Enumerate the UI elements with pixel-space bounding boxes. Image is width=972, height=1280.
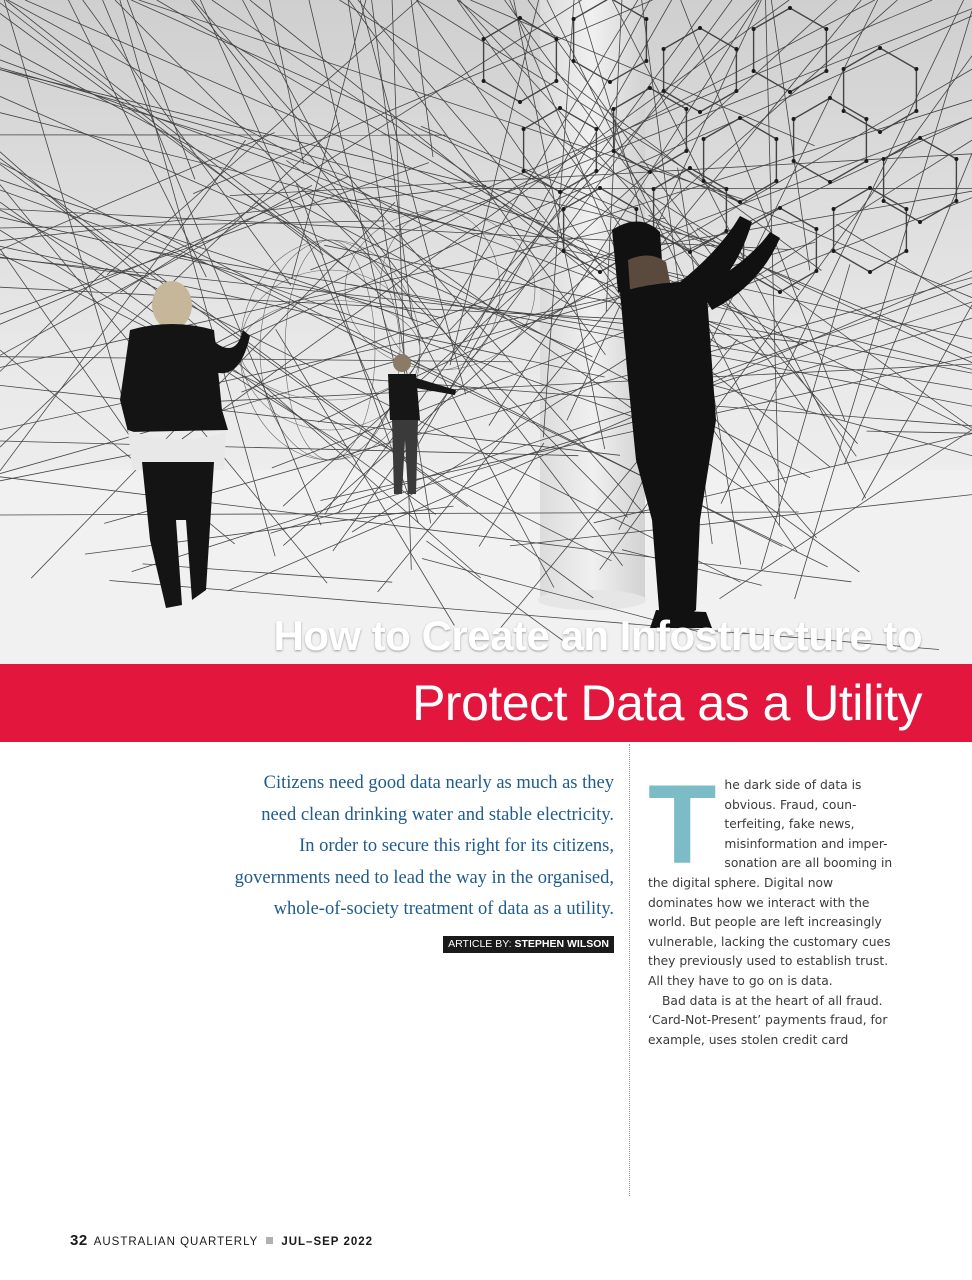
string-node <box>882 199 886 203</box>
string-node <box>832 249 836 253</box>
string-node <box>842 109 846 113</box>
string-node <box>868 270 872 274</box>
string-node <box>878 46 882 50</box>
string-node <box>814 269 818 273</box>
string-node <box>864 117 868 121</box>
string-node <box>522 169 526 173</box>
string-node <box>612 149 616 153</box>
string-node <box>752 27 756 31</box>
column-divider <box>629 744 630 1196</box>
string-node <box>814 227 818 231</box>
string-node <box>522 127 526 131</box>
string-node <box>612 107 616 111</box>
page-footer <box>70 1232 373 1249</box>
string-node <box>598 186 602 190</box>
string-node <box>702 179 706 183</box>
string-node <box>832 207 836 211</box>
string-node <box>824 27 828 31</box>
string-node <box>904 249 908 253</box>
string-node <box>882 157 886 161</box>
string-node <box>572 17 576 21</box>
string-node <box>724 187 728 191</box>
string-node <box>688 166 692 170</box>
string-node <box>482 37 486 41</box>
string-node <box>652 187 656 191</box>
string-node <box>644 59 648 63</box>
string-node <box>698 110 702 114</box>
string-node <box>594 169 598 173</box>
standfirst-line: need clean drinking water and stable electricity. <box>261 804 614 825</box>
string-node <box>648 170 652 174</box>
string-node <box>954 157 958 161</box>
string-node <box>778 206 782 210</box>
string-node <box>518 16 522 20</box>
string-node <box>562 207 566 211</box>
string-node <box>778 290 782 294</box>
string-node <box>594 127 598 131</box>
string-node <box>482 79 486 83</box>
body-paragraph <box>648 762 900 992</box>
standfirst-line: whole-of-society treatment of data as a utility. <box>273 899 614 919</box>
drop-cap: T <box>648 762 717 887</box>
string-node <box>842 67 846 71</box>
string-node <box>824 69 828 73</box>
string-node <box>868 186 872 190</box>
string-node <box>788 6 792 10</box>
string-node <box>792 117 796 121</box>
string-node <box>918 136 922 140</box>
string-node <box>634 207 638 211</box>
string-node <box>698 26 702 30</box>
string-node <box>914 67 918 71</box>
publication-name: AUSTRALIAN QUARTERLY <box>93 1236 259 1248</box>
string-node <box>734 47 738 51</box>
page-number: 32 <box>70 1232 88 1249</box>
string-node <box>554 37 558 41</box>
body-column <box>648 762 900 1050</box>
string-node <box>724 229 728 233</box>
standfirst-line: Citizens need good data nearly as much as they <box>263 773 614 793</box>
string-node <box>662 89 666 93</box>
standfirst-line: governments need to lead the way in the organised, <box>234 867 614 888</box>
string-node <box>648 86 652 90</box>
string-node <box>774 137 778 141</box>
string-node <box>644 17 648 21</box>
string-node <box>738 116 742 120</box>
byline-label: ARTICLE BY: <box>448 938 512 950</box>
string-node <box>864 159 868 163</box>
byline-author: STEPHEN WILSON <box>514 938 609 950</box>
string-node <box>828 180 832 184</box>
issue-date: JUL–SEP 2022 <box>281 1236 374 1248</box>
string-node <box>752 69 756 73</box>
string-node <box>662 47 666 51</box>
string-node <box>684 107 688 111</box>
string-node <box>702 137 706 141</box>
body-paragraph: Bad data is at the heart of all fraud. ‘Card-Not-Present’ payments fraud, for example, uses stolen credit card <box>648 993 888 1047</box>
title-line-1: How to Create an Infostructure to <box>273 612 922 659</box>
string-node <box>598 270 602 274</box>
string-node <box>914 109 918 113</box>
title-line-2: Protect Data as a Utility <box>412 675 922 731</box>
string-node <box>788 90 792 94</box>
string-node <box>878 130 882 134</box>
string-node <box>734 89 738 93</box>
string-node <box>558 190 562 194</box>
string-node <box>954 199 958 203</box>
standfirst-line: In order to secure this right for its citizens, <box>299 836 614 856</box>
square-separator-icon <box>266 1237 273 1244</box>
string-node <box>518 100 522 104</box>
string-node <box>828 96 832 100</box>
string-node <box>562 249 566 253</box>
string-node <box>608 80 612 84</box>
title-band <box>0 664 972 742</box>
string-node <box>904 207 908 211</box>
byline <box>443 936 614 953</box>
string-node <box>684 149 688 153</box>
string-node <box>738 200 742 204</box>
string-node <box>918 220 922 224</box>
string-node <box>558 106 562 110</box>
body-paragraph-text: he dark side of data is obvious. Fraud, coun-terfeiting, fake news, misinformation and imper-sonation are all booming in the digital sphere. Digital now dominates how we interact with the world. But people are left increasingly vulnerable, lacking the customary cues they previously used to establish trust. All they have to go on is data. <box>648 778 893 988</box>
string-node <box>774 179 778 183</box>
standfirst <box>150 768 614 926</box>
string-node <box>792 159 796 163</box>
string-node <box>688 250 692 254</box>
string-node <box>554 79 558 83</box>
string-node <box>572 59 576 63</box>
